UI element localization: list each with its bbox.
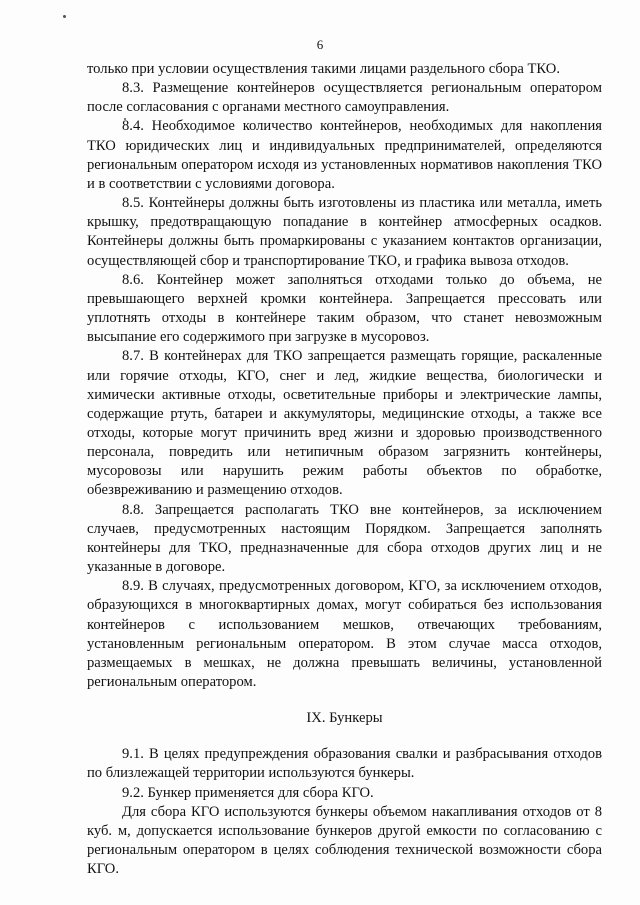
document-body	[87, 60, 602, 879]
paragraph-9-2: 9.2. Бункер применяется для сбора КГО.	[122, 784, 374, 801]
paragraph-8-8: 8.8. Запрещается располагать ТКО вне контейнеров, за исключением случаев, предусмотренных настоящим Порядком. Запрещается заполнять контейнеры для ТКО, предназначенные для сбора отходов других лиц и не указанные в договоре.	[87, 501, 602, 576]
paragraph-8-3: 8.3. Размещение контейнеров осуществляется региональным оператором после согласования с органами местного самоуправления.	[87, 80, 602, 116]
paragraph-8-6: 8.6. Контейнер может заполняться отходами только до объема, не превышающего верхней кромки контейнера. Запрещается прессовать или уплотнять отходы в контейнере таким образом, что станет невозможным высыпание его содержимого при загрузке в мусоровоз.	[87, 271, 602, 346]
paragraph-8-5: 8.5. Контейнеры должны быть изготовлены из пластика или металла, иметь крышку, предотвращающую попадание в контейнер атмосферных осадков. Контейнеры должны быть промаркированы с указанием контактов организации, осуществляющей сбор и транспортирование ТКО, и графика вывоза отходов.	[87, 195, 602, 269]
paragraph-9-1: 9.1. В целях предупреждения образования свалки и разбрасывания отходов по близлежащей территории используются бункеры.	[87, 746, 602, 782]
page-number: 6	[316, 37, 324, 52]
section-heading-bunkers: IX. Бункеры	[306, 710, 383, 727]
paragraph-8-9: 8.9. В случаях, предусмотренных договором, КГО, за исключением отходов, образующихся в многоквартирных домах, могут собираться без использования контейнеров с использованием мешков, отвечающих требованиям, установленным региональным оператором. В этом случае масса отходов, размещаемых в мешках, не должна превышать величины, установленной региональным оператором.	[87, 578, 602, 690]
paragraph-8-7: 8.7. В контейнерах для ТКО запрещается размещать горящие, раскаленные или горячие отходы, КГО, снег и лед, жидкие вещества, биологически и химически активные отходы, осветительные приборы и электрические лампы, содержащие ртуть, батареи и аккумуляторы, медицинские отходы, а также все отходы, которые могут причинить вред жизни и здоровью производственного персонала, повредить или нетипичным образом загрязнить контейнеры, мусоровозы или нарушить режим работы объектов по обработке, обезвреживанию и размещению отходов.	[87, 348, 602, 499]
paragraph-bunker-volume: Для сбора КГО используются бункеры объемом накапливания отходов от 8 куб. м, допускается использование бункеров другой емкости по согласованию с региональным оператором в целях соблюдения технической возможности сбора КГО.	[87, 803, 602, 878]
paragraph-continuation: только при условии осуществления такими лицами раздельного сбора ТКО.	[87, 61, 560, 77]
scan-speck	[63, 15, 66, 18]
paragraph-8-4: 8.4. Необходимое количество контейнеров, необходимых для накопления ТКО юридических лиц и индивидуальных предпринимателей, определяются региональным оператором исходя из установленных нормативов накопления ТКО и в соответствии с условиями договора.	[87, 118, 602, 192]
